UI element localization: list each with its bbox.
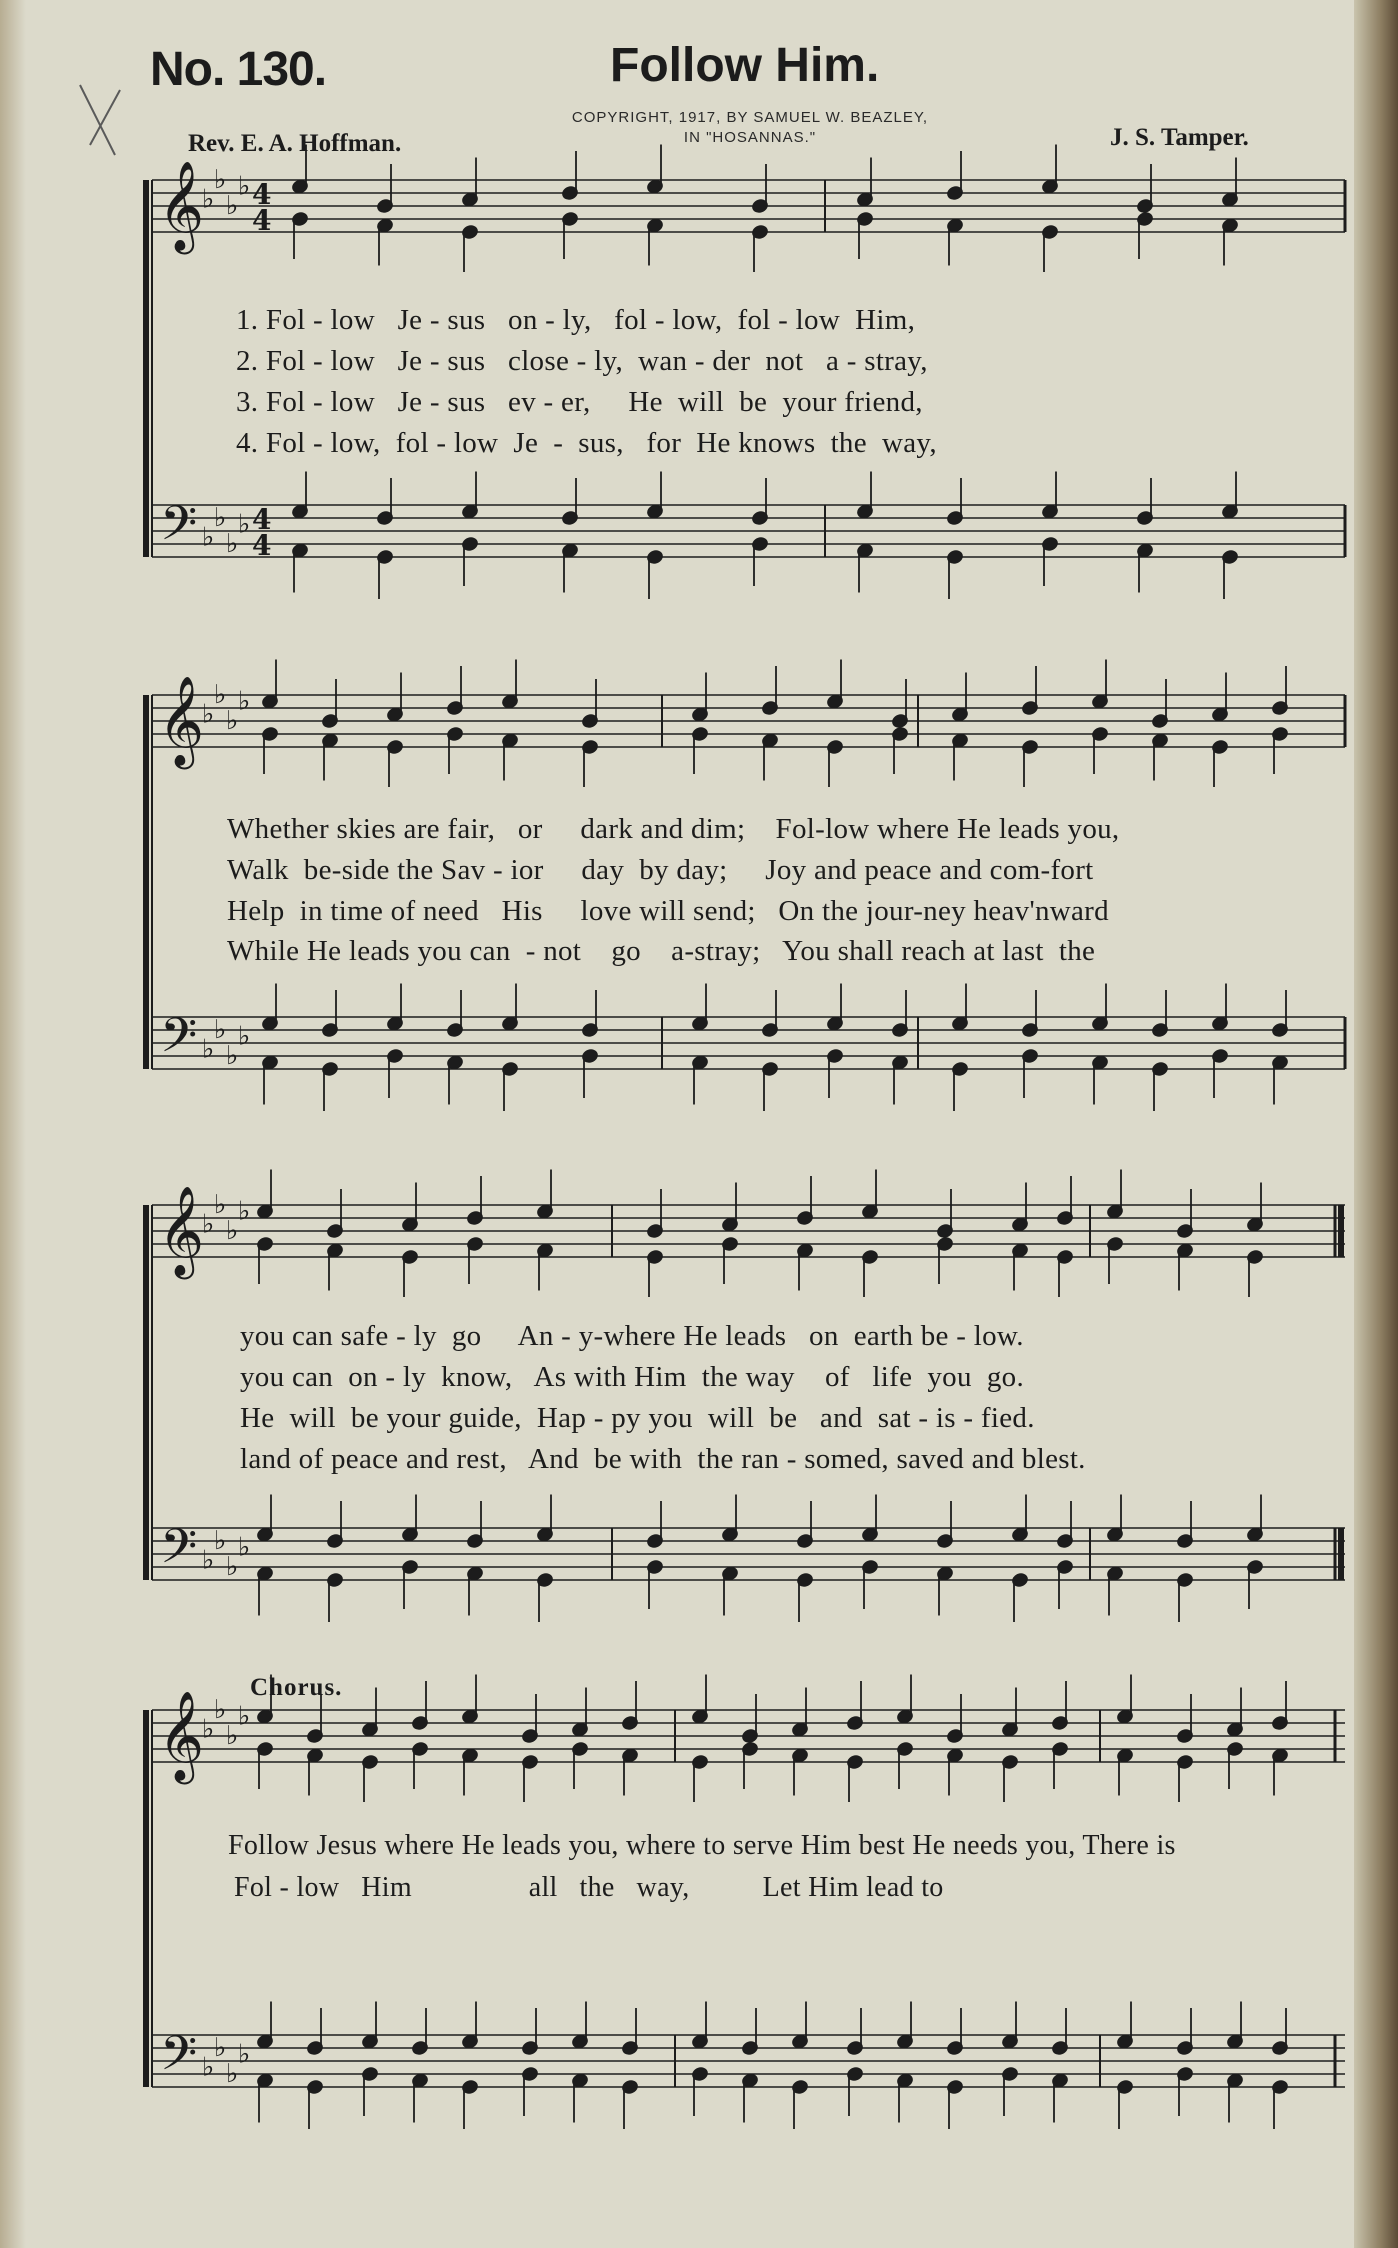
bass-key-signature-flat: ♭ xyxy=(226,1041,239,1071)
bass-key-signature-flat: ♭ xyxy=(238,2039,251,2070)
treble-key-signature-flat: ♭ xyxy=(202,1209,215,1240)
verse-3-line-system-3: He will be your guide, Hap - py you will be and sat - is - fied. xyxy=(240,1402,1035,1434)
composer-credit: J. S. Tamper. xyxy=(1110,124,1249,151)
hymn-title: Follow Him. xyxy=(610,39,880,92)
treble-clef-icon: 𝄞 xyxy=(158,1186,205,1276)
treble-time-signature-top: 4 xyxy=(252,178,272,211)
treble-clef-icon: 𝄞 xyxy=(158,1691,205,1781)
treble-key-signature-flat: ♭ xyxy=(238,1196,251,1227)
treble-key-signature-flat: ♭ xyxy=(214,1695,227,1725)
verse-4-line-system-1: 4. Fol - low, fol - low Je - sus, for He knows the way, xyxy=(236,427,937,459)
verse-1-line-system-3: you can safe - ly go An - y-where He leads on earth be - low. xyxy=(240,1320,1024,1352)
treble-key-signature-flat: ♭ xyxy=(238,171,251,202)
verse-2-line-system-3: you can on - ly know, As with Him the way of life you go. xyxy=(240,1361,1025,1393)
bass-key-signature-flat: ♭ xyxy=(214,2033,227,2063)
treble-key-signature-flat: ♭ xyxy=(226,1216,239,1246)
bass-key-signature-flat: ♭ xyxy=(214,1015,227,1045)
chorus-label: Chorus. xyxy=(250,1674,343,1701)
bass-clef-icon: 𝄢 xyxy=(160,2025,198,2093)
treble-key-signature-flat: ♭ xyxy=(226,1721,239,1751)
bass-key-signature-flat: ♭ xyxy=(226,1552,239,1582)
bass-clef-icon: 𝄢 xyxy=(160,1007,198,1075)
treble-key-signature-flat: ♭ xyxy=(238,1701,251,1732)
bass-key-signature-flat: ♭ xyxy=(226,2059,239,2089)
treble-time-signature-bottom: 4 xyxy=(252,204,272,237)
treble-key-signature-flat: ♭ xyxy=(214,1190,227,1220)
bass-key-signature-flat: ♭ xyxy=(202,2052,215,2083)
bass-key-signature-flat: ♭ xyxy=(202,1034,215,1065)
verse-2-line-system-2: Walk be-side the Sav - ior day by day; Joy and peace and com-fort xyxy=(227,854,1094,886)
verse-1-line-system-2: Whether skies are fair, or dark and dim; Fol-low where He leads you, xyxy=(227,813,1120,845)
treble-clef-icon: 𝄞 xyxy=(158,161,205,251)
bass-clef-icon: 𝄢 xyxy=(160,495,198,563)
verse-3-line-system-2: Help in time of need His love will send; On the jour-ney heav'nward xyxy=(227,895,1109,927)
treble-key-signature-flat: ♭ xyxy=(202,184,215,215)
chorus-lyric-line-1: Follow Jesus where He leads you, where to serve Him best He needs you, There is xyxy=(228,1830,1176,1861)
bass-clef-icon: 𝄢 xyxy=(160,1518,198,1586)
copyright-line-2: IN "HOSANNAS." xyxy=(683,129,817,146)
bass-time-signature-bottom: 4 xyxy=(252,529,272,562)
verse-1-line-system-1: 1. Fol - low Je - sus on - ly, fol - low, fol - low Him, xyxy=(236,304,916,336)
bass-key-signature-flat: ♭ xyxy=(238,509,251,540)
treble-clef-icon: 𝄞 xyxy=(158,676,205,766)
copyright-line-1: COPYRIGHT, 1917, BY SAMUEL W. BEAZLEY, xyxy=(571,109,929,126)
verse-4-line-system-3: land of peace and rest, And be with the ran - somed, saved and blest. xyxy=(240,1443,1086,1475)
bass-time-signature-top: 4 xyxy=(252,503,272,536)
treble-key-signature-flat: ♭ xyxy=(238,686,251,717)
bass-key-signature-flat: ♭ xyxy=(238,1532,251,1563)
bass-key-signature-flat: ♭ xyxy=(226,529,239,559)
bass-key-signature-flat: ♭ xyxy=(202,1545,215,1576)
treble-key-signature-flat: ♭ xyxy=(226,191,239,221)
verse-4-line-system-2: While He leads you can - not go a-stray; You shall reach at last the xyxy=(227,935,1096,967)
treble-key-signature-flat: ♭ xyxy=(226,706,239,736)
bass-key-signature-flat: ♭ xyxy=(214,1526,227,1556)
verse-3-line-system-1: 3. Fol - low Je - sus ev - er, He will be your friend, xyxy=(236,386,923,418)
bass-key-signature-flat: ♭ xyxy=(238,1021,251,1052)
hymn-number: No. 130. xyxy=(150,43,327,96)
verse-2-line-system-1: 2. Fol - low Je - sus close - ly, wan - der not a - stray, xyxy=(236,345,928,377)
lyricist-credit: Rev. E. A. Hoffman. xyxy=(188,130,402,157)
treble-key-signature-flat: ♭ xyxy=(202,699,215,730)
treble-key-signature-flat: ♭ xyxy=(214,680,227,710)
bass-key-signature-flat: ♭ xyxy=(202,522,215,553)
chorus-lyric-line-2: Fol - low Him all the way, Let Him lead to xyxy=(234,1872,944,1903)
bass-key-signature-flat: ♭ xyxy=(214,503,227,533)
treble-key-signature-flat: ♭ xyxy=(202,1714,215,1745)
treble-key-signature-flat: ♭ xyxy=(214,165,227,195)
